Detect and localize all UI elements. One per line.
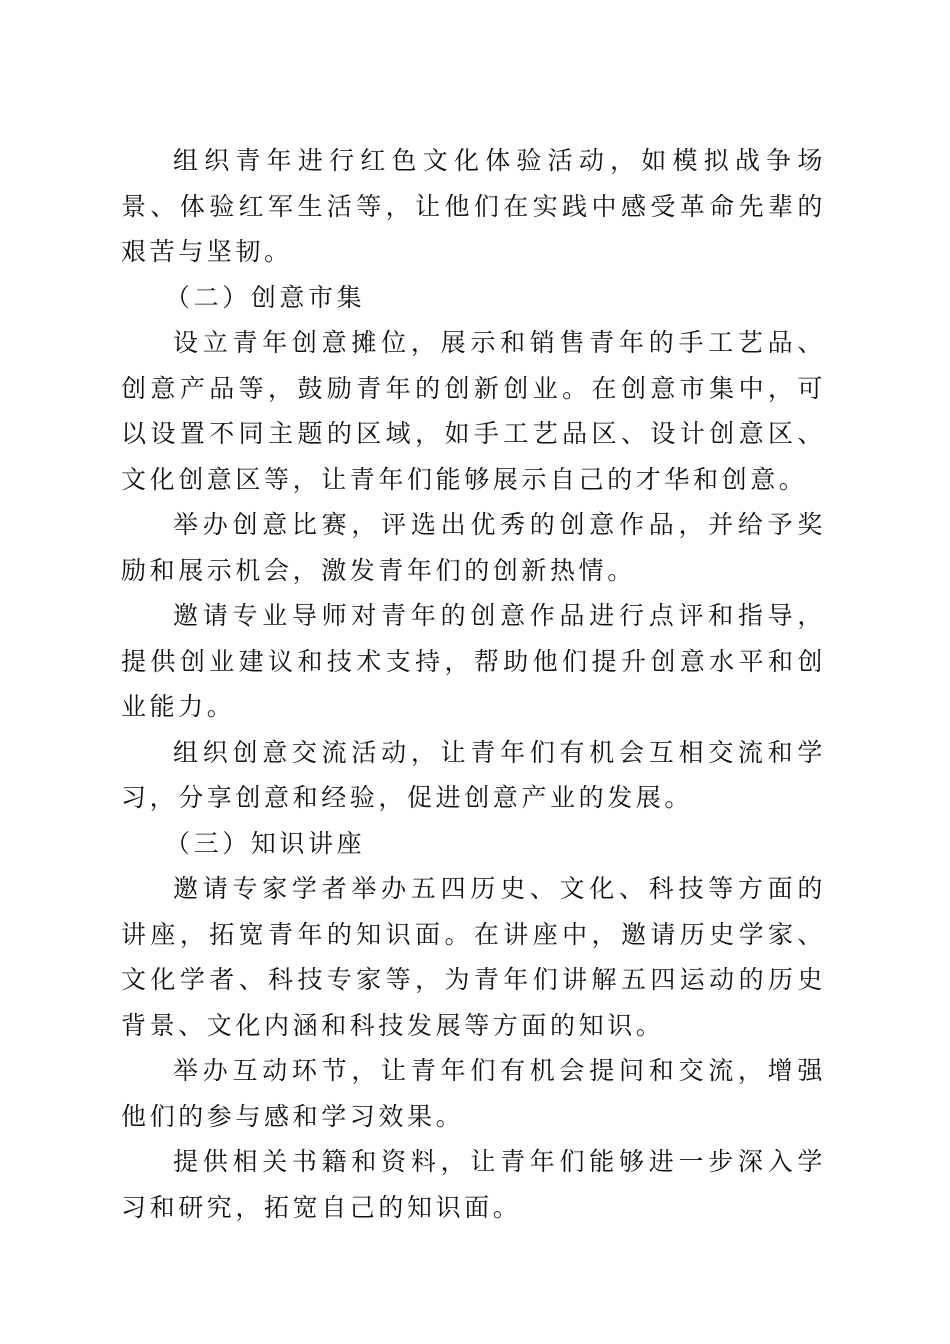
document-body bbox=[121, 138, 826, 1230]
paragraph-red-culture-experience: 组织青年进行红色文化体验活动，如模拟战争场景、体验红军生活等，让他们在实践中感受革命先辈的艰苦与坚韧。 bbox=[121, 146, 826, 266]
paragraph-books-materials: 提供相关书籍和资料，让青年们能够进一步深入学习和研究，拓宽自己的知识面。 bbox=[121, 1147, 826, 1222]
paragraph-creative-competition: 举办创意比赛，评选出优秀的创意作品，并给予奖励和展示机会，激发青年们的创新热情。 bbox=[121, 510, 826, 585]
paragraph-creative-exchange: 组织创意交流活动，让青年们有机会互相交流和学习，分享创意和经验，促进创意产业的发展。 bbox=[121, 737, 826, 812]
paragraph-mentor-review: 邀请专业导师对青年的创意作品进行点评和指导，提供创业建议和技术支持，帮助他们提升创意水平和创业能力。 bbox=[121, 601, 826, 721]
paragraph-expert-lectures: 邀请专家学者举办五四历史、文化、科技等方面的讲座，拓宽青年的知识面。在讲座中，邀请历史学家、文化学者、科技专家等，为青年们讲解五四运动的历史背景、文化内涵和科技发展等方面的知识。 bbox=[121, 874, 826, 1040]
section-heading-knowledge-lectures: （三）知识讲座 bbox=[165, 828, 366, 858]
paragraph-interactive-session: 举办互动环节，让青年们有机会提问和交流，增强他们的参与感和学习效果。 bbox=[121, 1056, 826, 1131]
section-heading-creative-market: （二）创意市集 bbox=[165, 282, 366, 312]
paragraph-creative-stalls: 设立青年创意摊位，展示和销售青年的手工艺品、创意产品等，鼓励青年的创新创业。在创意市集中，可以设置不同主题的区域，如手工艺品区、设计创意区、文化创意区等，让青年们能够展示自己的才华和创意。 bbox=[121, 328, 826, 494]
